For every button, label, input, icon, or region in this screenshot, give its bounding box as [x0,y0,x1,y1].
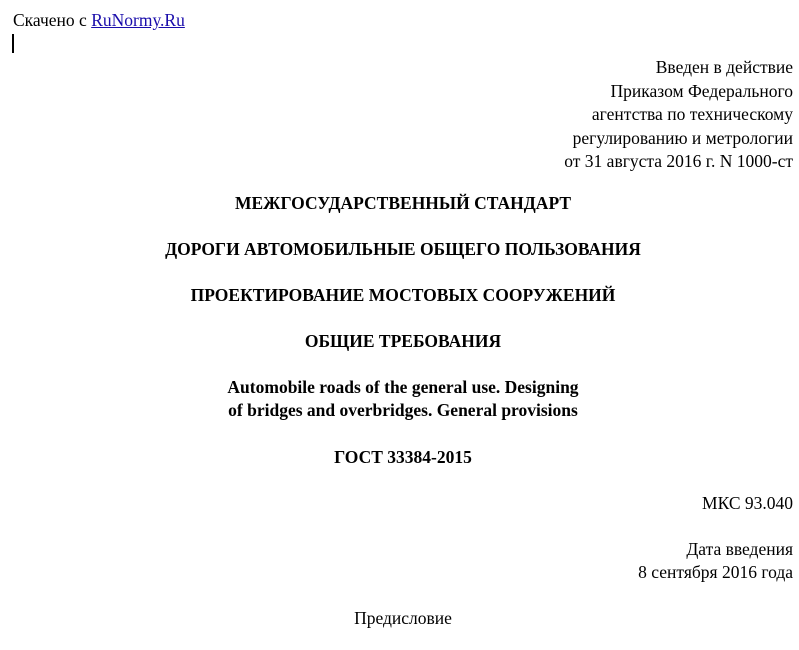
english-title [0,376,799,422]
title-general-requirements: ОБЩИЕ ТРЕБОВАНИЯ [304,331,502,351]
enactment-line-2: Приказом Федерального [610,80,793,101]
enactment-line-3: агентства по техническому [591,104,793,124]
title-roads: ДОРОГИ АВТОМОБИЛЬНЫЕ ОБЩЕГО ПОЛЬЗОВАНИЯ [165,239,641,259]
enactment-line-4: регулированию и метрологии [572,127,793,148]
enactment-line-1: Введен в действие [655,57,793,77]
english-title-line-2: of bridges and overbridges. General provisions [228,400,578,420]
effective-date-label: Дата введения [686,539,793,559]
effective-date-value: 8 сентября 2016 года [638,562,793,582]
enactment-line-5: от 31 августа 2016 г. N 1000-ст [564,151,793,171]
text-cursor [12,34,14,53]
standard-type-heading: МЕЖГОСУДАРСТВЕННЫЙ СТАНДАРТ [234,193,572,213]
title-bridge-design: ПРОЕКТИРОВАНИЕ МОСТОВЫХ СООРУЖЕНИЙ [190,285,616,305]
enactment-note [564,56,793,174]
mks-code: МКС 93.040 [702,493,793,513]
runormy-link[interactable]: RuNormy.Ru [91,10,185,30]
effective-date [638,538,793,584]
english-title-line-1: Automobile roads of the general use. Designing [227,377,579,397]
gost-number: ГОСТ 33384-2015 [334,447,472,467]
preface-heading: Предисловие [354,608,452,628]
download-source-prefix: Скачено с [13,10,92,30]
download-source-line [13,9,185,31]
